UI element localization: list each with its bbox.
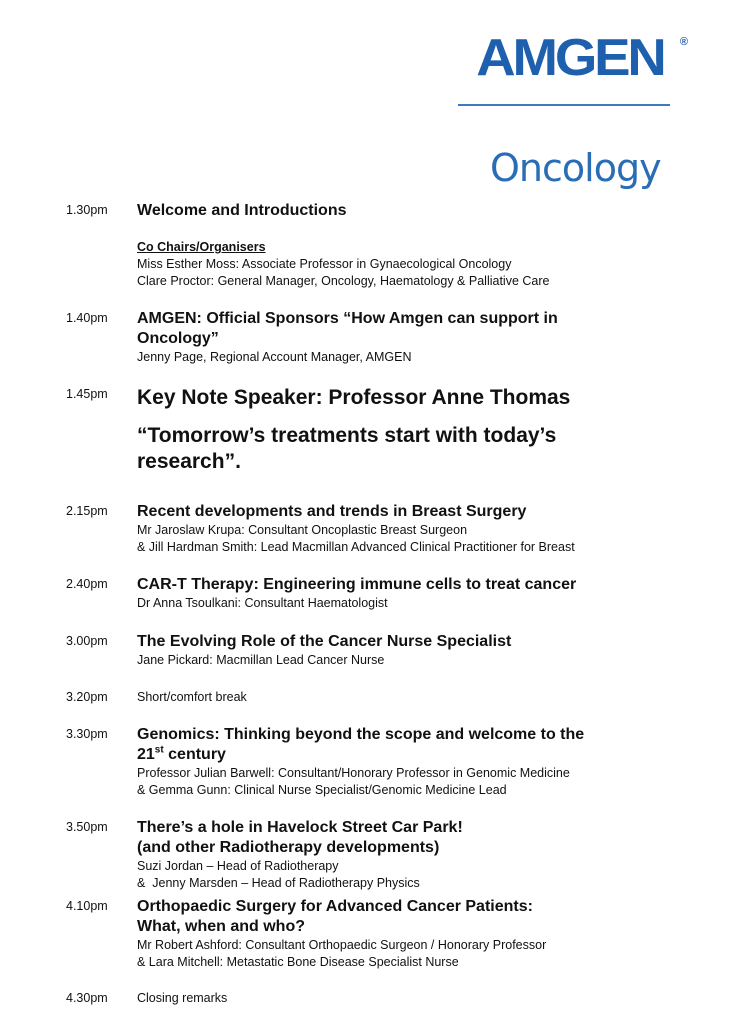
speaker-line: Mr Jaroslaw Krupa: Consultant Oncoplastic Breast Surgeon bbox=[137, 523, 468, 537]
agenda-title: Key Note Speaker: Professor Anne Thomas bbox=[137, 386, 571, 409]
agenda-time: 4.30pm bbox=[66, 991, 108, 1005]
title-rest: century bbox=[163, 746, 226, 763]
speaker-line: Miss Esther Moss: Associate Professor in Gynaecological Oncology bbox=[137, 257, 512, 271]
speaker-line: Jenny Page, Regional Account Manager, AMGEN bbox=[137, 350, 412, 364]
agenda-title: CAR-T Therapy: Engineering immune cells to treat cancer bbox=[137, 576, 577, 593]
agenda-plain: Short/comfort break bbox=[137, 690, 247, 704]
agenda-time: 3.30pm bbox=[66, 727, 108, 741]
agenda-title: Oncology” bbox=[137, 330, 219, 347]
agenda-title: (and other Radiotherapy developments) bbox=[137, 839, 440, 856]
speaker-line: Jane Pickard: Macmillan Lead Cancer Nurse bbox=[137, 653, 385, 667]
agenda-time: 3.00pm bbox=[66, 634, 108, 648]
agenda-title: The Evolving Role of the Cancer Nurse Specialist bbox=[137, 633, 512, 650]
agenda-time: 3.20pm bbox=[66, 690, 108, 704]
keynote-quote: research”. bbox=[137, 450, 241, 473]
logo-subtitle: Oncology bbox=[490, 146, 661, 190]
agenda-title bbox=[137, 745, 697, 765]
agenda-time: 1.30pm bbox=[66, 203, 108, 217]
agenda-time: 4.10pm bbox=[66, 899, 108, 913]
speaker-line: & Jill Hardman Smith: Lead Macmillan Advanced Clinical Practitioner for Breast bbox=[137, 540, 575, 554]
agenda-title: There’s a hole in Havelock Street Car Park! bbox=[137, 819, 463, 836]
agenda-time: 2.15pm bbox=[66, 504, 108, 518]
agenda-time: 3.50pm bbox=[66, 820, 108, 834]
speaker-line: Clare Proctor: General Manager, Oncology, Haematology & Palliative Care bbox=[137, 274, 550, 288]
speaker-line: Professor Julian Barwell: Consultant/Honorary Professor in Genomic Medicine bbox=[137, 766, 570, 780]
speaker-line: & Lara Mitchell: Metastatic Bone Disease Specialist Nurse bbox=[137, 955, 459, 969]
speaker-line: & Gemma Gunn: Clinical Nurse Specialist/Genomic Medicine Lead bbox=[137, 783, 507, 797]
agenda-title: Welcome and Introductions bbox=[137, 202, 347, 219]
agenda-time: 1.45pm bbox=[66, 387, 108, 401]
agenda-title: AMGEN: Official Sponsors “How Amgen can support in bbox=[137, 310, 558, 327]
logo-brand: AMGEN bbox=[476, 29, 664, 87]
amgen-oncology-logo bbox=[456, 29, 688, 190]
agenda-plain: Closing remarks bbox=[137, 991, 228, 1005]
speaker-line: Suzi Jordan – Head of Radiotherapy bbox=[137, 859, 339, 873]
agenda-time: 1.40pm bbox=[66, 311, 108, 325]
ordinal-number: 21 bbox=[137, 746, 155, 763]
keynote-quote: “Tomorrow’s treatments start with today’s bbox=[137, 424, 557, 447]
registered-mark: ® bbox=[679, 36, 688, 48]
ordinal-suffix: st bbox=[154, 744, 164, 756]
logo-divider bbox=[458, 104, 670, 106]
agenda-title: What, when and who? bbox=[137, 918, 305, 935]
speaker-line: Dr Anna Tsoulkani: Consultant Haematologist bbox=[137, 596, 388, 610]
agenda-title: Recent developments and trends in Breast Surgery bbox=[137, 503, 527, 520]
agenda-subheading: Co Chairs/Organisers bbox=[137, 240, 266, 254]
speaker-line: Mr Robert Ashford: Consultant Orthopaedic Surgeon / Honorary Professor bbox=[137, 938, 547, 952]
agenda-title: Orthopaedic Surgery for Advanced Cancer Patients: bbox=[137, 898, 533, 915]
agenda-time: 2.40pm bbox=[66, 577, 108, 591]
agenda-title: Genomics: Thinking beyond the scope and welcome to the bbox=[137, 726, 585, 743]
speaker-line: & Jenny Marsden – Head of Radiotherapy Physics bbox=[137, 876, 420, 890]
